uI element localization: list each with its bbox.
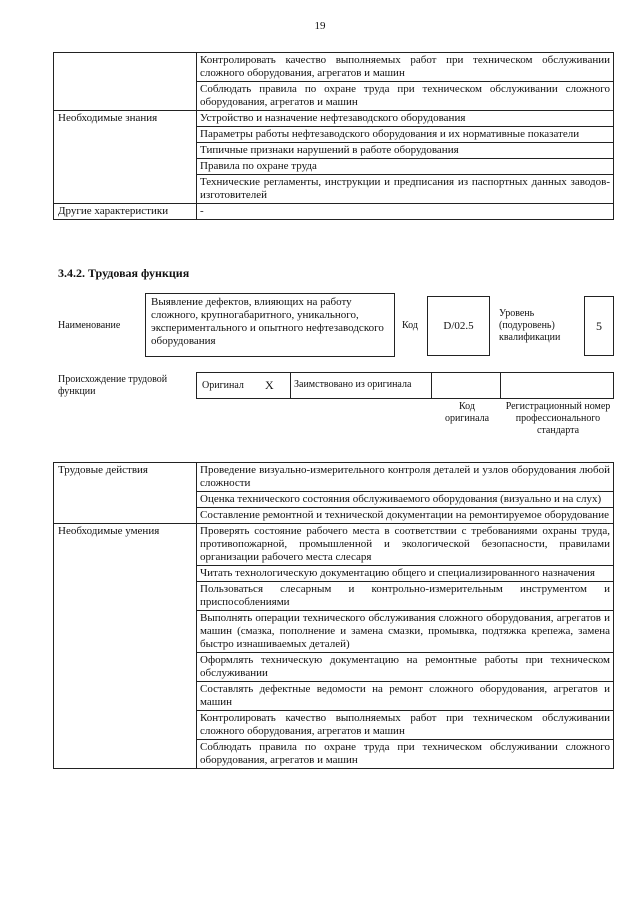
list-item: Составлять дефектные ведомости на ремонт сложного оборудования, агрегатов и машин xyxy=(197,682,614,711)
level-label: Уровень (подуровень) квалификации xyxy=(499,308,561,343)
list-item: Пользоваться слесарным и контрольно-измерительным инструментом и приспособлениями xyxy=(197,582,614,611)
code-box xyxy=(427,296,490,356)
list-item: Оформлять техническую документацию на ремонтные работы при техническом обслуживании xyxy=(197,653,614,682)
origin-reg-cell xyxy=(500,372,614,399)
original-label: Оригинал xyxy=(202,380,244,391)
level-box xyxy=(584,296,614,356)
level-value: 5 xyxy=(596,318,602,333)
name-label: Наименование xyxy=(58,320,121,331)
origin-borrowed-cell xyxy=(290,372,432,399)
table-row xyxy=(54,111,614,127)
table-row xyxy=(54,53,614,82)
table-row xyxy=(54,463,614,492)
list-item: Устройство и назначение нефтезаводского оборудования xyxy=(197,111,614,127)
list-item: Соблюдать правила по охране труда при техническом обслуживании сложного оборудования, агрегатов и машин xyxy=(197,740,614,769)
list-item: Проверять состояние рабочего места в соответствии с требованиями охраны труда, противопожарной, промышленной и экологической безопасности, правилами организации рабочего места слесаря xyxy=(197,524,614,566)
code-label: Код xyxy=(402,320,418,331)
knowledge-table xyxy=(53,52,614,220)
list-item: Составление ремонтной и технической документации на ремонтируемое оборудование xyxy=(197,508,614,524)
list-item: Типичные признаки нарушений в работе оборудования xyxy=(197,143,614,159)
code-caption: Код оригинала xyxy=(444,401,490,424)
row-label: Другие характеристики xyxy=(54,204,197,220)
function-name: Выявление дефектов, влияющих на работу сложного, крупногабаритного, уникального, экспериментального и опытного нефтезаводского оборудования xyxy=(151,296,384,347)
list-item: Проведение визуально-измерительного контроля деталей и узлов оборудования любой сложности xyxy=(197,463,614,492)
original-mark: X xyxy=(265,378,274,392)
list-item: - xyxy=(197,204,614,220)
reg-caption: Регистрационный номер профессионального стандарта xyxy=(505,401,611,436)
list-item: Правила по охране труда xyxy=(197,159,614,175)
list-item: Контролировать качество выполняемых работ при техническом обслуживании сложного оборудования, агрегатов и машин xyxy=(197,53,614,82)
code-value: D/02.5 xyxy=(443,320,474,332)
table-row xyxy=(54,204,614,220)
list-item: Выполнять операции технического обслуживания сложного оборудования, агрегатов и машин (смазка, пополнение и замена смазки, промывка, подтяжка крепежа, замена быстро изнашиваемых деталей) xyxy=(197,611,614,653)
row-label: Необходимые знания xyxy=(54,111,197,204)
list-item: Контролировать качество выполняемых работ при техническом обслуживании сложного оборудования, агрегатов и машин xyxy=(197,711,614,740)
row-label: Трудовые действия xyxy=(54,463,197,524)
list-item: Параметры работы нефтезаводского оборудования и их нормативные показатели xyxy=(197,127,614,143)
actions-table xyxy=(53,462,614,769)
origin-original-cell xyxy=(196,372,291,399)
origin-code-cell xyxy=(431,372,501,399)
section-heading: 3.4.2. Трудовая функция xyxy=(58,266,190,280)
table-row xyxy=(54,524,614,566)
list-item: Соблюдать правила по охране труда при техническом обслуживании сложного оборудования, агрегатов и машин xyxy=(197,82,614,111)
list-item: Оценка технического состояния обслуживаемого оборудования (визуально и на слух) xyxy=(197,492,614,508)
borrowed-label: Заимствовано из оригинала xyxy=(294,379,412,390)
page-number: 19 xyxy=(314,20,326,32)
list-item: Технические регламенты, инструкции и предписания из паспортных данных заводов-изготовителей xyxy=(197,175,614,204)
origin-label: Происхождение трудовой функции xyxy=(58,374,168,397)
row-label: Необходимые умения xyxy=(54,524,197,769)
row-label xyxy=(54,53,197,111)
function-name-box xyxy=(145,293,395,357)
list-item: Читать технологическую документацию общего и специализированного назначения xyxy=(197,566,614,582)
